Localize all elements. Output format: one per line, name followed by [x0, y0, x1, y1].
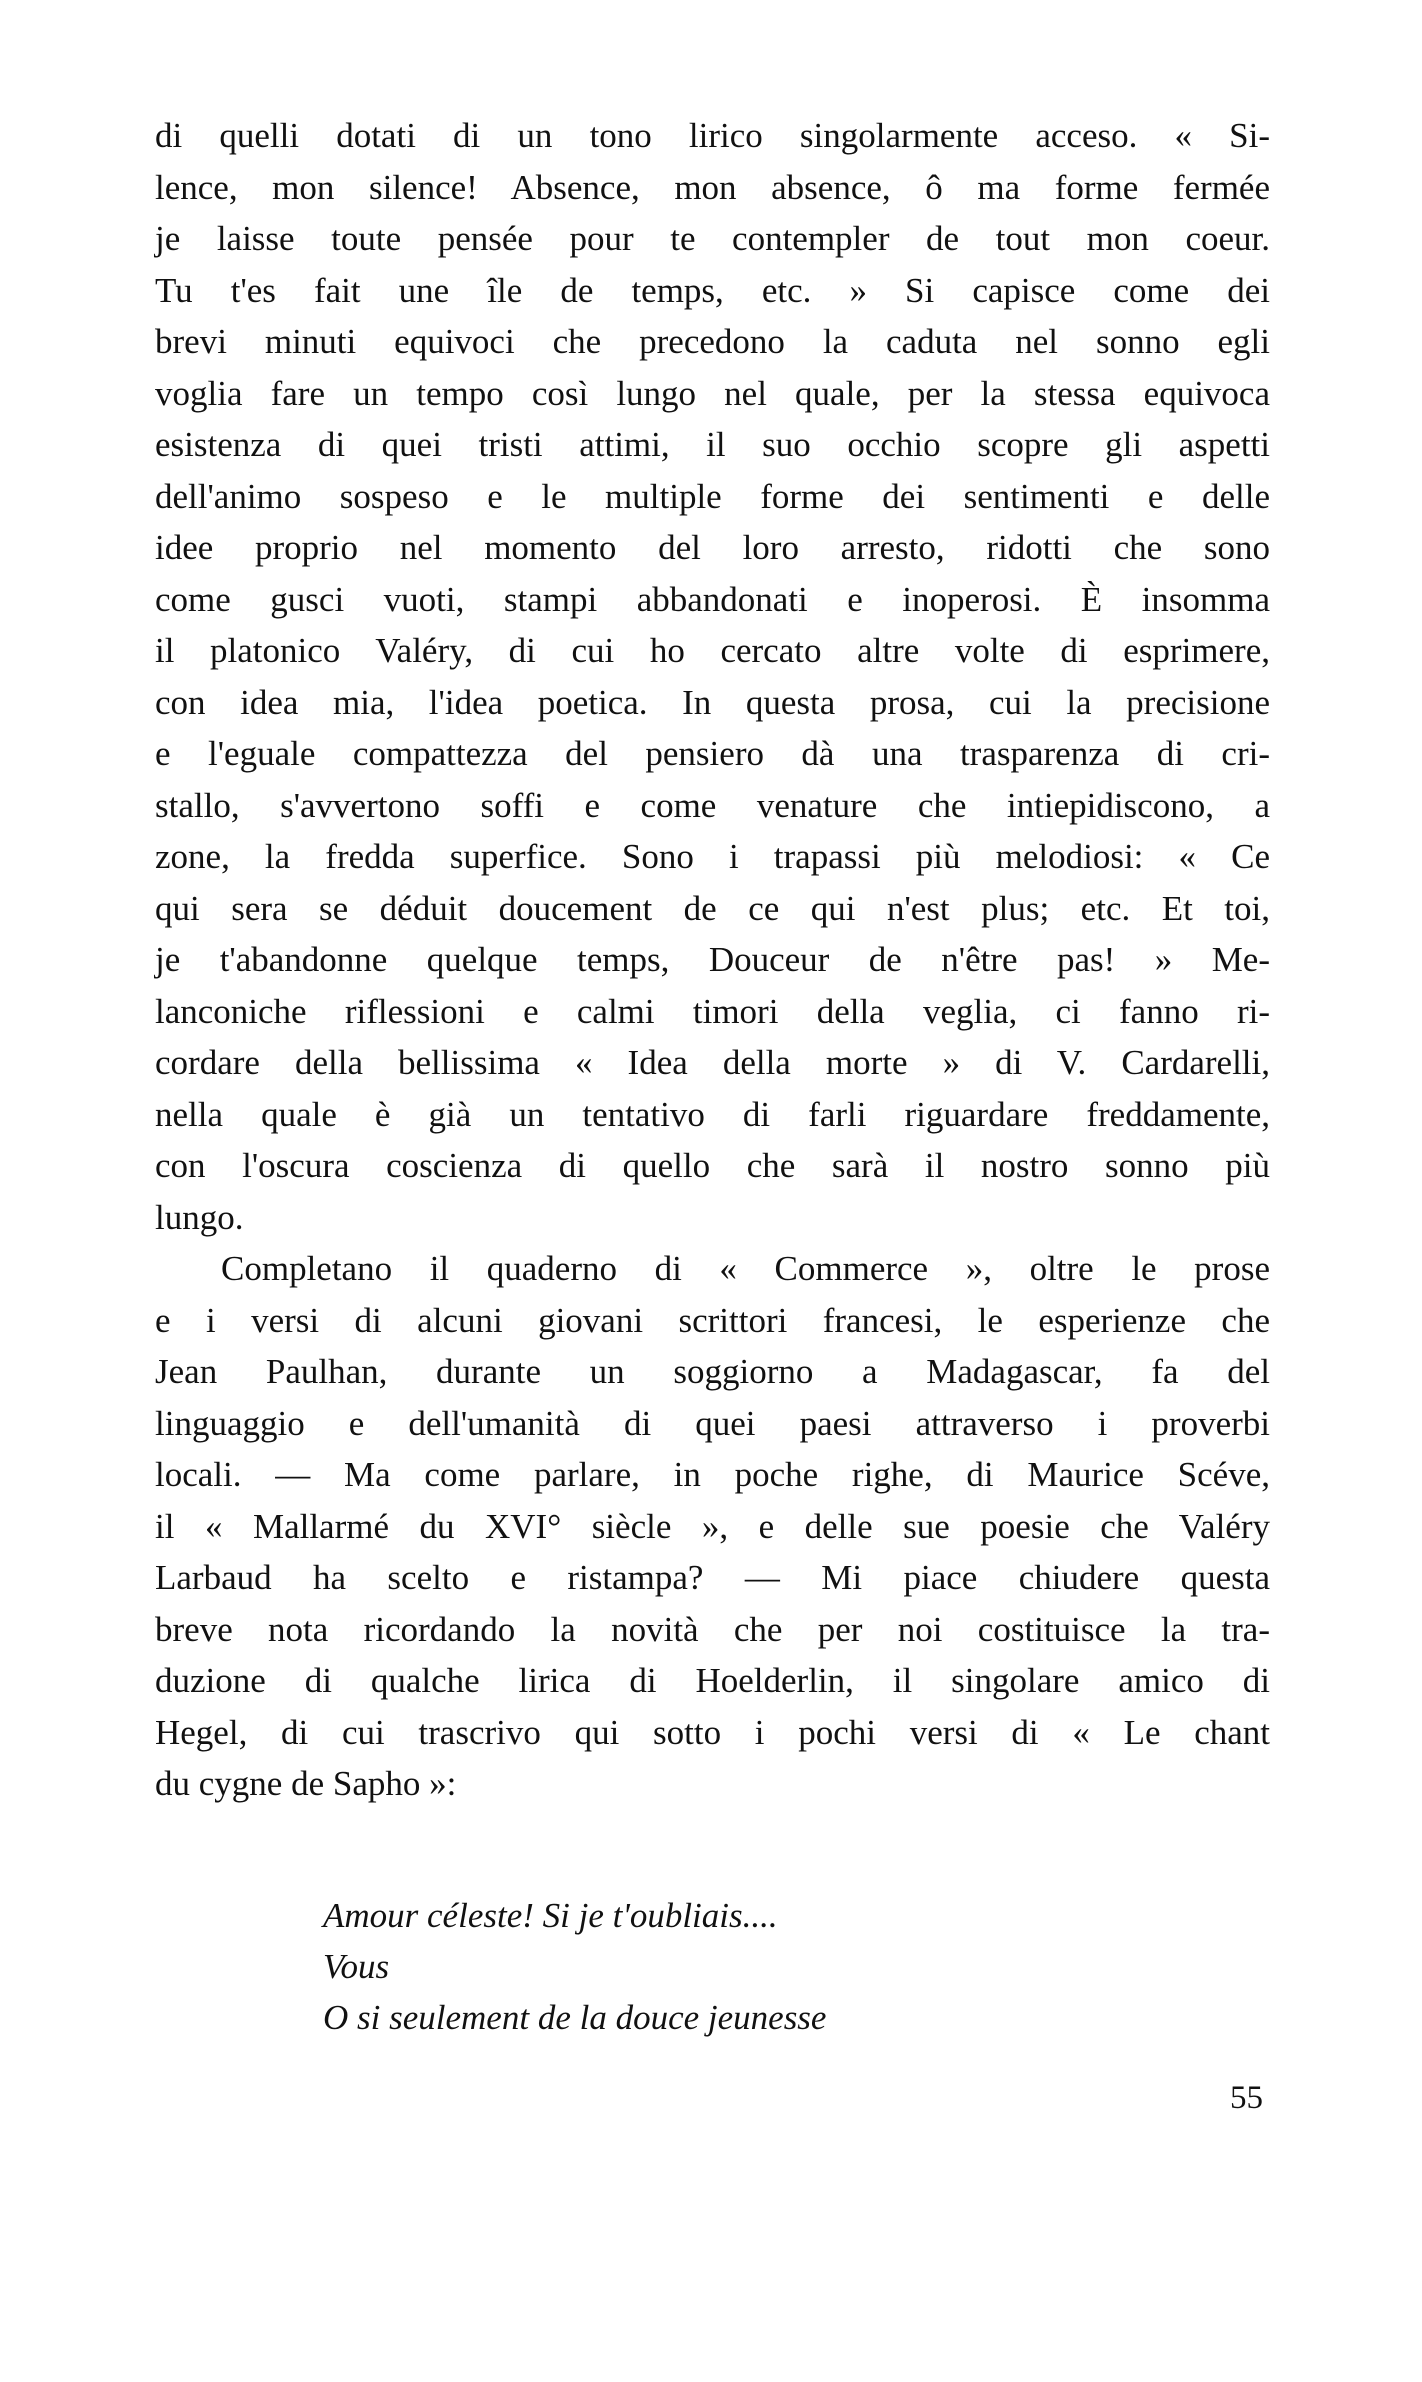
text-line: je laisse toute pensée pour te contempler de tout mon coeur.: [155, 219, 1270, 258]
text-line: nella quale è già un tentativo di farli riguardare freddamente,: [155, 1094, 1270, 1134]
text-line: stallo, s'avvertono soffi e come venature che intiepidiscono, a: [155, 785, 1270, 825]
text-line: lungo.: [155, 1197, 244, 1237]
text-line: locali. — Ma come parlare, in poche righe, di Maurice Scéve,: [155, 1455, 1270, 1494]
text-line: Hegel, di cui trascrivo qui sotto i pochi versi di « Le chant: [155, 1712, 1270, 1752]
text-line: cordare della bellissima « Idea della morte » di V. Cardarelli,: [155, 1043, 1270, 1082]
page-number: 55: [1230, 2080, 1263, 2116]
verse-line: Amour céleste! Si je t'oubliais....: [323, 1896, 778, 1935]
text-line: lence, mon silence! Absence, mon absence, ô ma forme fermée: [155, 167, 1270, 207]
text-line: e i versi di alcuni giovani scrittori francesi, le esperienze che: [155, 1300, 1270, 1340]
verse-line: O si seulement de la douce jeunesse: [323, 1998, 827, 2037]
text-line: di quelli dotati di un tono lirico singolarmente acceso. « Si-: [155, 116, 1270, 155]
text-line: con idea mia, l'idea poetica. In questa prosa, cui la precisione: [155, 682, 1270, 722]
text-line: linguaggio e dell'umanità di quei paesi attraverso i proverbi: [155, 1403, 1270, 1443]
text-line: qui sera se déduit doucement de ce qui n'est plus; etc. Et toi,: [155, 888, 1270, 928]
text-line: dell'animo sospeso e le multiple forme dei sentimenti e delle: [155, 476, 1270, 516]
text-line: lanconiche riflessioni e calmi timori della veglia, ci fanno ri-: [155, 991, 1270, 1031]
text-line: Jean Paulhan, durante un soggiorno a Madagascar, fa del: [155, 1352, 1270, 1391]
text-line: esistenza di quei tristi attimi, il suo occhio scopre gli aspetti: [155, 425, 1270, 464]
text-line: brevi minuti equivoci che precedono la caduta nel sonno egli: [155, 322, 1270, 361]
text-line: idee proprio nel momento del loro arresto, ridotti che sono: [155, 528, 1270, 567]
text-line: il platonico Valéry, di cui ho cercato altre volte di esprimere,: [155, 631, 1270, 670]
verse-line: Vous: [323, 1947, 390, 1986]
text-line: come gusci vuoti, stampi abbandonati e inoperosi. È insomma: [155, 579, 1270, 619]
text-line: Tu t'es fait une île de temps, etc. » Si capisce come dei: [155, 270, 1270, 310]
text-line: e l'eguale compattezza del pensiero dà una trasparenza di cri-: [155, 734, 1270, 773]
text-line: breve nota ricordando la novità che per noi costituisce la tra-: [155, 1609, 1270, 1649]
paragraph-1: [155, 110, 1270, 1243]
paragraph-2: [155, 1243, 1270, 1810]
text-line: zone, la fredda superfice. Sono i trapassi più melodiosi: « Ce: [155, 837, 1270, 876]
body-text: [155, 110, 1270, 1810]
text-line: du cygne de Sapho »:: [155, 1764, 457, 1803]
text-line: je t'abandonne quelque temps, Douceur de n'être pas! » Me-: [155, 940, 1270, 979]
text-line: Completano il quaderno di « Commerce », oltre le prose: [221, 1249, 1270, 1288]
text-line: duzione di qualche lirica di Hoelderlin, il singolare amico di: [155, 1661, 1270, 1700]
text-line: voglia fare un tempo così lungo nel quale, per la stessa equivoca: [155, 373, 1270, 413]
verse-quote: [323, 1890, 1123, 2043]
text-line: Larbaud ha scelto e ristampa? — Mi piace chiudere questa: [155, 1558, 1270, 1597]
text-line: il « Mallarmé du XVI° siècle », e delle sue poesie che Valéry: [155, 1506, 1270, 1546]
text-line: con l'oscura coscienza di quello che sarà il nostro sonno più: [155, 1146, 1270, 1185]
